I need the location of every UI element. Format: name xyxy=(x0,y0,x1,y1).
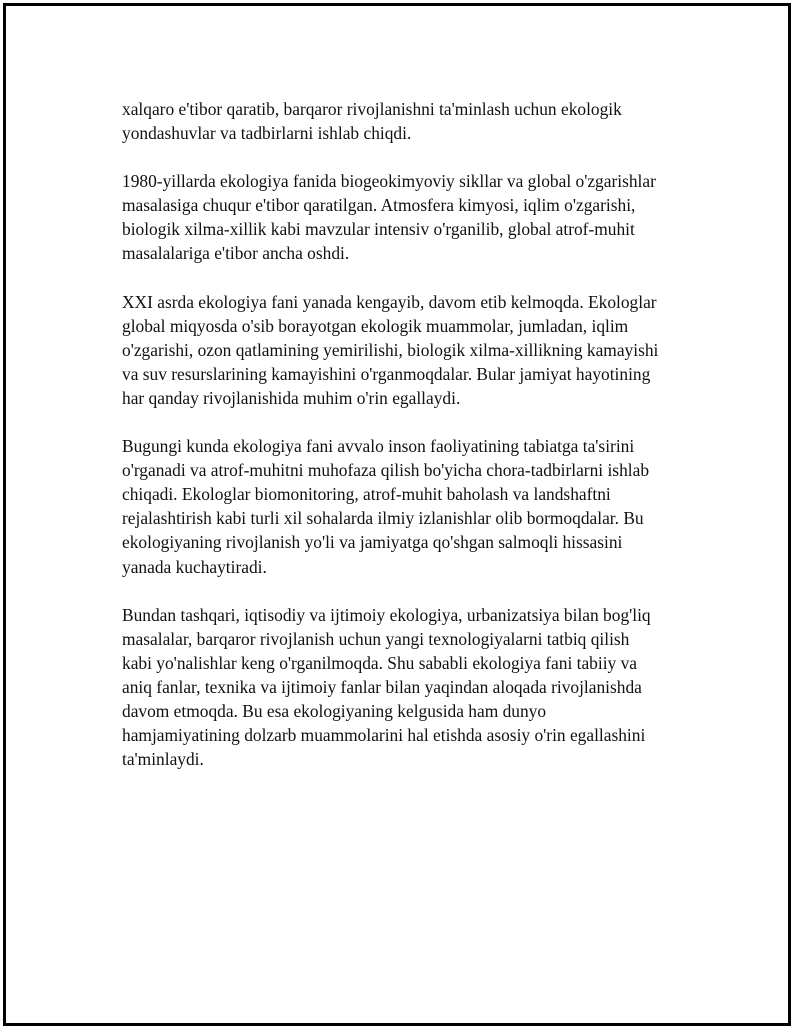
page-frame xyxy=(3,3,791,1026)
paragraph-3: XXI asrda ekologiya fani yanada kengayib, davom etib kelmoqda. Ekologlar global miqyosda o'sib borayotgan ekologik muammolar, jumladan, iqlim o'zgarishi, ozon qatlamining yemirilishi, biologik xilma-xillikning kamayishi va suv resurslarining kamayishini o'rganmoqdalar. Bular jamiyat hayotining har qanday rivojlanishida muhim o'rin egallaydi. xyxy=(122,291,659,408)
paragraph-1: xalqaro e'tibor qaratib, barqaror rivojlanishni ta'minlash uchun ekologik yondashuvlar va tadbirlarni ishlab chiqdi. xyxy=(122,99,622,144)
document-body xyxy=(122,97,698,795)
paragraph-2: 1980-yillarda ekologiya fanida biogeokimyoviy sikllar va global o'zgarishlar masalasiga chuqur e'tibor qaratilgan. Atmosfera kimyosi, iqlim o'zgarishi, biologik xilma-xillik kabi mavzular intensiv o'rganilib, global atrof-muhit masalalariga e'tibor ancha oshdi. xyxy=(122,171,656,264)
paragraph-5: Bundan tashqari, iqtisodiy va ijtimoiy ekologiya, urbanizatsiya bilan bog'liq masalalar, barqaror rivojlanish uchun yangi texnologiyalarni tatbiq qilish kabi yo'nalishlar keng o'rganilmoqda. Shu sababli ekologiya fani tabiiy va aniq fanlar, texnika va ijtimoiy fanlar bilan yaqindan aloqada rivojlanishda davom etmoqda. Bu esa ekologiyaning kelgusida ham dunyo hamjamiyatining dolzarb muammolarini hal etishda asosiy o'rin egallashini ta'minlaydi. xyxy=(122,604,651,770)
paragraph-4: Bugungi kunda ekologiya fani avvalo inson faoliyatining tabiatga ta'sirini o'rganadi va atrof-muhitni muhofaza qilish bo'yicha chora-tadbirlarni ishlab chiqadi. Ekologlar biomonitoring, atrof-muhit baholash va landshaftni rejalashtirish kabi turli xil sohalarda ilmiy izlanishlar olib bormoqdalar. Bu ekologiyaning rivojlanish yo'li va jamiyatga qo'shgan salmoqli hissasini yanada kuchaytiradi. xyxy=(122,436,650,577)
